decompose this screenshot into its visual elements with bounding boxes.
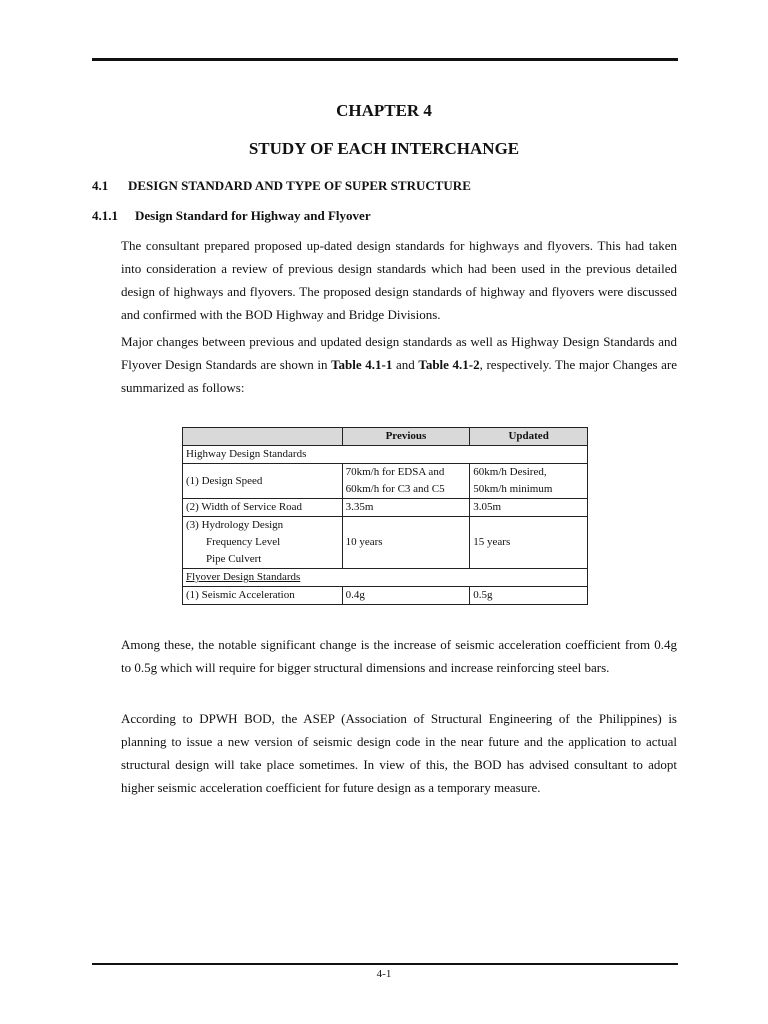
table-group-flyover [183,569,588,587]
cell-line: 60km/h Desired, [473,466,547,478]
table-row [183,587,588,605]
cell-updated: 15 years [470,517,588,569]
paragraph-text: and [392,357,419,372]
section-heading [92,178,471,194]
table-row [183,517,588,569]
header-rule [92,58,678,61]
paragraph-text: Major changes between previous and updated design standards as well as Highway Design Standards and Flyover Design Standards are shown in [121,334,677,372]
cell-line: 70km/h for EDSA and [345,466,445,478]
subsection-heading [92,208,371,224]
subsection-number: 4.1.1 [92,208,118,223]
footer-rule [92,963,678,965]
table-row [183,464,588,499]
cell-line: 50km/h minimum [473,483,553,495]
cell-updated [470,464,588,499]
table-header-row [183,428,588,446]
group-label: Flyover Design Standards [186,571,301,583]
cell-line: 60km/h for C3 and C5 [345,483,445,495]
cell-line: (3) Hydrology Design [186,519,284,531]
cell-line: Pipe Culvert [206,553,262,565]
cell-previous [342,464,470,499]
section-title: DESIGN STANDARD AND TYPE OF SUPER STRUCTURE [128,178,471,193]
table-header-updated: Updated [470,428,588,446]
paragraph-asep: According to DPWH BOD, the ASEP (Association of Structural Engineering of the Philippines) is planning to issue a new version of seismic design code in the near future and the application to actual structural design will take place sometimes. In view of this, the BOD has advised consultant to adopt higher seismic acceleration coefficient for future design as a temporary measure. [121,711,677,795]
table-row [183,499,588,517]
section-number: 4.1 [92,178,109,193]
table-header-blank [183,428,343,446]
design-standards-table [182,427,588,605]
paragraph-major-changes [121,330,677,399]
chapter-heading: CHAPTER 4 [336,101,432,120]
paragraph-consultant: The consultant prepared proposed up-dated design standards for highways and flyovers. This had taken into consideration a review of previous design standards which had been used in the previous detailed design of highways and flyovers. The proposed design standards of highway and flyovers were discussed and confirmed with the BOD Highway and Bridge Divisions. [121,238,677,322]
cell-updated: 0.5g [470,587,588,605]
table-group-highway: Highway Design Standards [183,446,588,464]
row-label-seismic: (1) Seismic Acceleration [183,587,343,605]
table-reference-2: Table 4.1-2 [418,357,480,372]
row-label-service-road: (2) Width of Service Road [183,499,343,517]
paragraph-text: , respectively. The major Changes are summarized as follows: [121,357,678,395]
table-header-previous: Previous [342,428,470,446]
subsection-title: Design Standard for Highway and Flyover [135,208,371,223]
page-number: 4-1 [376,968,392,980]
row-label-hydrology [183,517,343,569]
cell-previous: 10 years [342,517,470,569]
cell-previous: 0.4g [342,587,470,605]
table-row [183,569,588,587]
cell-line: Frequency Level [206,536,281,548]
table-reference-1: Table 4.1-1 [331,357,393,372]
paragraph-seismic-change: Among these, the notable significant change is the increase of seismic acceleration coefficient from 0.4g to 0.5g which will require for bigger structural dimensions and increase reinforcing steel bars. [121,637,677,675]
cell-updated: 3.05m [470,499,588,517]
row-label-design-speed: (1) Design Speed [183,464,343,499]
cell-previous: 3.35m [342,499,470,517]
chapter-title: STUDY OF EACH INTERCHANGE [248,139,520,158]
table-row [183,446,588,464]
